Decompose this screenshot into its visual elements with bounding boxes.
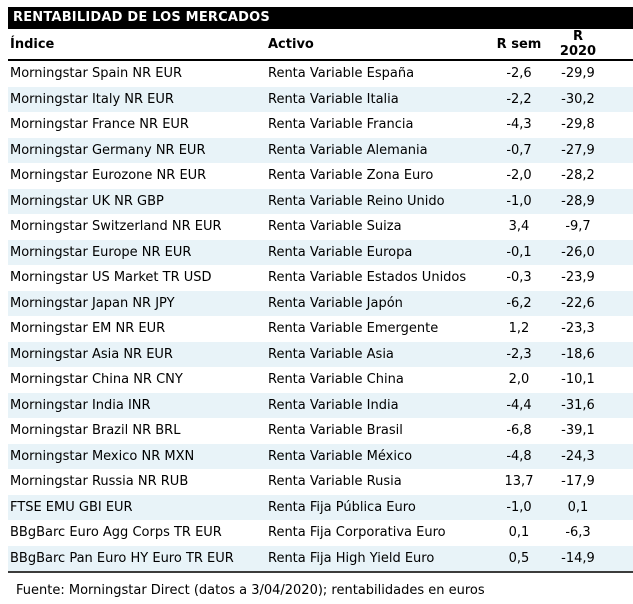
r-2020-cell: -26,0 [561, 244, 595, 260]
table-row [8, 138, 633, 164]
table-row [8, 546, 633, 573]
r-sem-cell: -6,2 [506, 295, 532, 311]
activo-cell: Renta Variable India [268, 397, 399, 413]
r-sem-cell: -2,3 [506, 346, 532, 362]
r-sem-cell: -1,0 [506, 499, 532, 515]
r-2020-cell: -27,9 [561, 142, 595, 158]
markets-table [8, 29, 633, 573]
r-sem-cell: -2,6 [506, 66, 532, 82]
activo-cell: Renta Fija Corporativa Euro [268, 525, 446, 541]
r-sem-cell: 2,0 [508, 372, 530, 388]
table-row [8, 495, 633, 521]
r-2020-cell: -23,9 [561, 270, 595, 286]
r-sem-cell: -6,8 [506, 423, 532, 439]
r-sem-cell: -1,0 [506, 193, 532, 209]
table-row [8, 112, 633, 138]
indice-cell: Morningstar France NR EUR [10, 117, 189, 133]
column-header-r-2020: R 2020 [554, 29, 633, 60]
table-row [8, 520, 633, 546]
r-sem-cell: -4,4 [506, 397, 532, 413]
activo-cell: Renta Variable Rusia [268, 474, 402, 490]
column-header-activo: Activo [268, 29, 484, 60]
activo-cell: Renta Variable Estados Unidos [268, 270, 467, 286]
r-2020-cell: -10,1 [561, 372, 595, 388]
indice-cell: BBgBarc Pan Euro HY Euro TR EUR [8, 546, 268, 573]
indice-cell: Morningstar Brazil NR BRL [10, 423, 181, 439]
indice-cell: Morningstar Mexico NR MXN [10, 448, 195, 464]
r-2020-cell: 0,1 [567, 499, 589, 515]
table-row [8, 367, 633, 393]
activo-cell: Renta Variable Emergente [268, 321, 439, 337]
r-2020-cell: -29,9 [561, 66, 595, 82]
table-header [8, 29, 633, 60]
activo-cell: Renta Variable Italia [268, 91, 399, 107]
r-sem-cell: -0,3 [506, 270, 532, 286]
indice-cell: Morningstar Russia NR RUB [10, 474, 189, 490]
r-2020-cell: -31,6 [561, 397, 595, 413]
table-row [8, 393, 633, 419]
r-2020-cell: -29,8 [561, 117, 595, 133]
header-row [8, 29, 633, 60]
r-sem-cell: 0,5 [484, 546, 554, 573]
table-row [8, 214, 633, 240]
indice-cell: Morningstar Europe NR EUR [10, 244, 192, 260]
r-2020-cell: -6,3 [565, 525, 591, 541]
table-row [8, 291, 633, 317]
r-2020-cell: -28,9 [561, 193, 595, 209]
r-2020-cell: -39,1 [561, 423, 595, 439]
r-sem-cell: -0,7 [506, 142, 532, 158]
activo-cell: Renta Variable España [268, 66, 415, 82]
activo-cell: Renta Variable Francia [268, 117, 414, 133]
table-row [8, 342, 633, 368]
table-row [8, 189, 633, 215]
r-2020-cell: -22,6 [561, 295, 595, 311]
r-sem-cell: 3,4 [508, 219, 530, 235]
table-row [8, 316, 633, 342]
table-row [8, 60, 633, 87]
r-2020-cell: -9,7 [565, 219, 591, 235]
activo-cell: Renta Fija High Yield Euro [268, 546, 484, 573]
table-row [8, 265, 633, 291]
r-sem-cell: -4,8 [506, 448, 532, 464]
r-sem-cell: -0,1 [506, 244, 532, 260]
column-header-indice: Índice [8, 29, 268, 60]
indice-cell: Morningstar EM NR EUR [10, 321, 166, 337]
indice-cell: FTSE EMU GBI EUR [10, 499, 133, 515]
r-sem-cell: -4,3 [506, 117, 532, 133]
activo-cell: Renta Variable Japón [268, 295, 403, 311]
indice-cell: Morningstar Spain NR EUR [10, 66, 183, 82]
activo-cell: Renta Variable Suiza [268, 219, 402, 235]
r-sem-cell: -2,2 [506, 91, 532, 107]
indice-cell: BBgBarc Euro Agg Corps TR EUR [10, 525, 222, 541]
table-row [8, 469, 633, 495]
indice-cell: Morningstar Asia NR EUR [10, 346, 173, 362]
indice-cell: Morningstar Eurozone NR EUR [10, 168, 207, 184]
r-2020-cell: -14,9 [554, 546, 633, 573]
indice-cell: Morningstar Switzerland NR EUR [10, 219, 222, 235]
indice-cell: Morningstar Germany NR EUR [10, 142, 206, 158]
r-sem-cell: 13,7 [504, 474, 534, 490]
table-body [8, 60, 633, 572]
r-2020-cell: -28,2 [561, 168, 595, 184]
activo-cell: Renta Variable Reino Unido [268, 193, 445, 209]
indice-cell: Morningstar US Market TR USD [10, 270, 212, 286]
column-header-r-sem: R sem [484, 29, 554, 60]
activo-cell: Renta Variable Asia [268, 346, 394, 362]
table-row [8, 87, 633, 113]
r-sem-cell: 0,1 [508, 525, 530, 541]
indice-cell: Morningstar UK NR GBP [10, 193, 164, 209]
table-title: RENTABILIDAD DE LOS MERCADOS [8, 7, 633, 29]
indice-cell: Morningstar India INR [10, 397, 151, 413]
r-sem-cell: 1,2 [508, 321, 530, 337]
activo-cell: Renta Variable Brasil [268, 423, 403, 439]
r-sem-cell: -2,0 [506, 168, 532, 184]
activo-cell: Renta Variable México [268, 448, 413, 464]
r-2020-cell: -30,2 [561, 91, 595, 107]
indice-cell: Morningstar China NR CNY [10, 372, 183, 388]
r-2020-cell: -18,6 [561, 346, 595, 362]
activo-cell: Renta Variable Zona Euro [268, 168, 434, 184]
table-row [8, 163, 633, 189]
activo-cell: Renta Variable China [268, 372, 404, 388]
activo-cell: Renta Variable Alemania [268, 142, 428, 158]
r-2020-cell: -24,3 [561, 448, 595, 464]
table-row [8, 240, 633, 266]
source-note: Fuente: Morningstar Direct (datos a 3/04/2020); rentabilidades en euros [16, 583, 485, 598]
table-row [8, 444, 633, 470]
indice-cell: Morningstar Japan NR JPY [10, 295, 175, 311]
r-2020-cell: -17,9 [561, 474, 595, 490]
activo-cell: Renta Fija Pública Euro [268, 499, 416, 515]
table-row [8, 418, 633, 444]
indice-cell: Morningstar Italy NR EUR [10, 91, 174, 107]
activo-cell: Renta Variable Europa [268, 244, 413, 260]
r-2020-cell: -23,3 [561, 321, 595, 337]
